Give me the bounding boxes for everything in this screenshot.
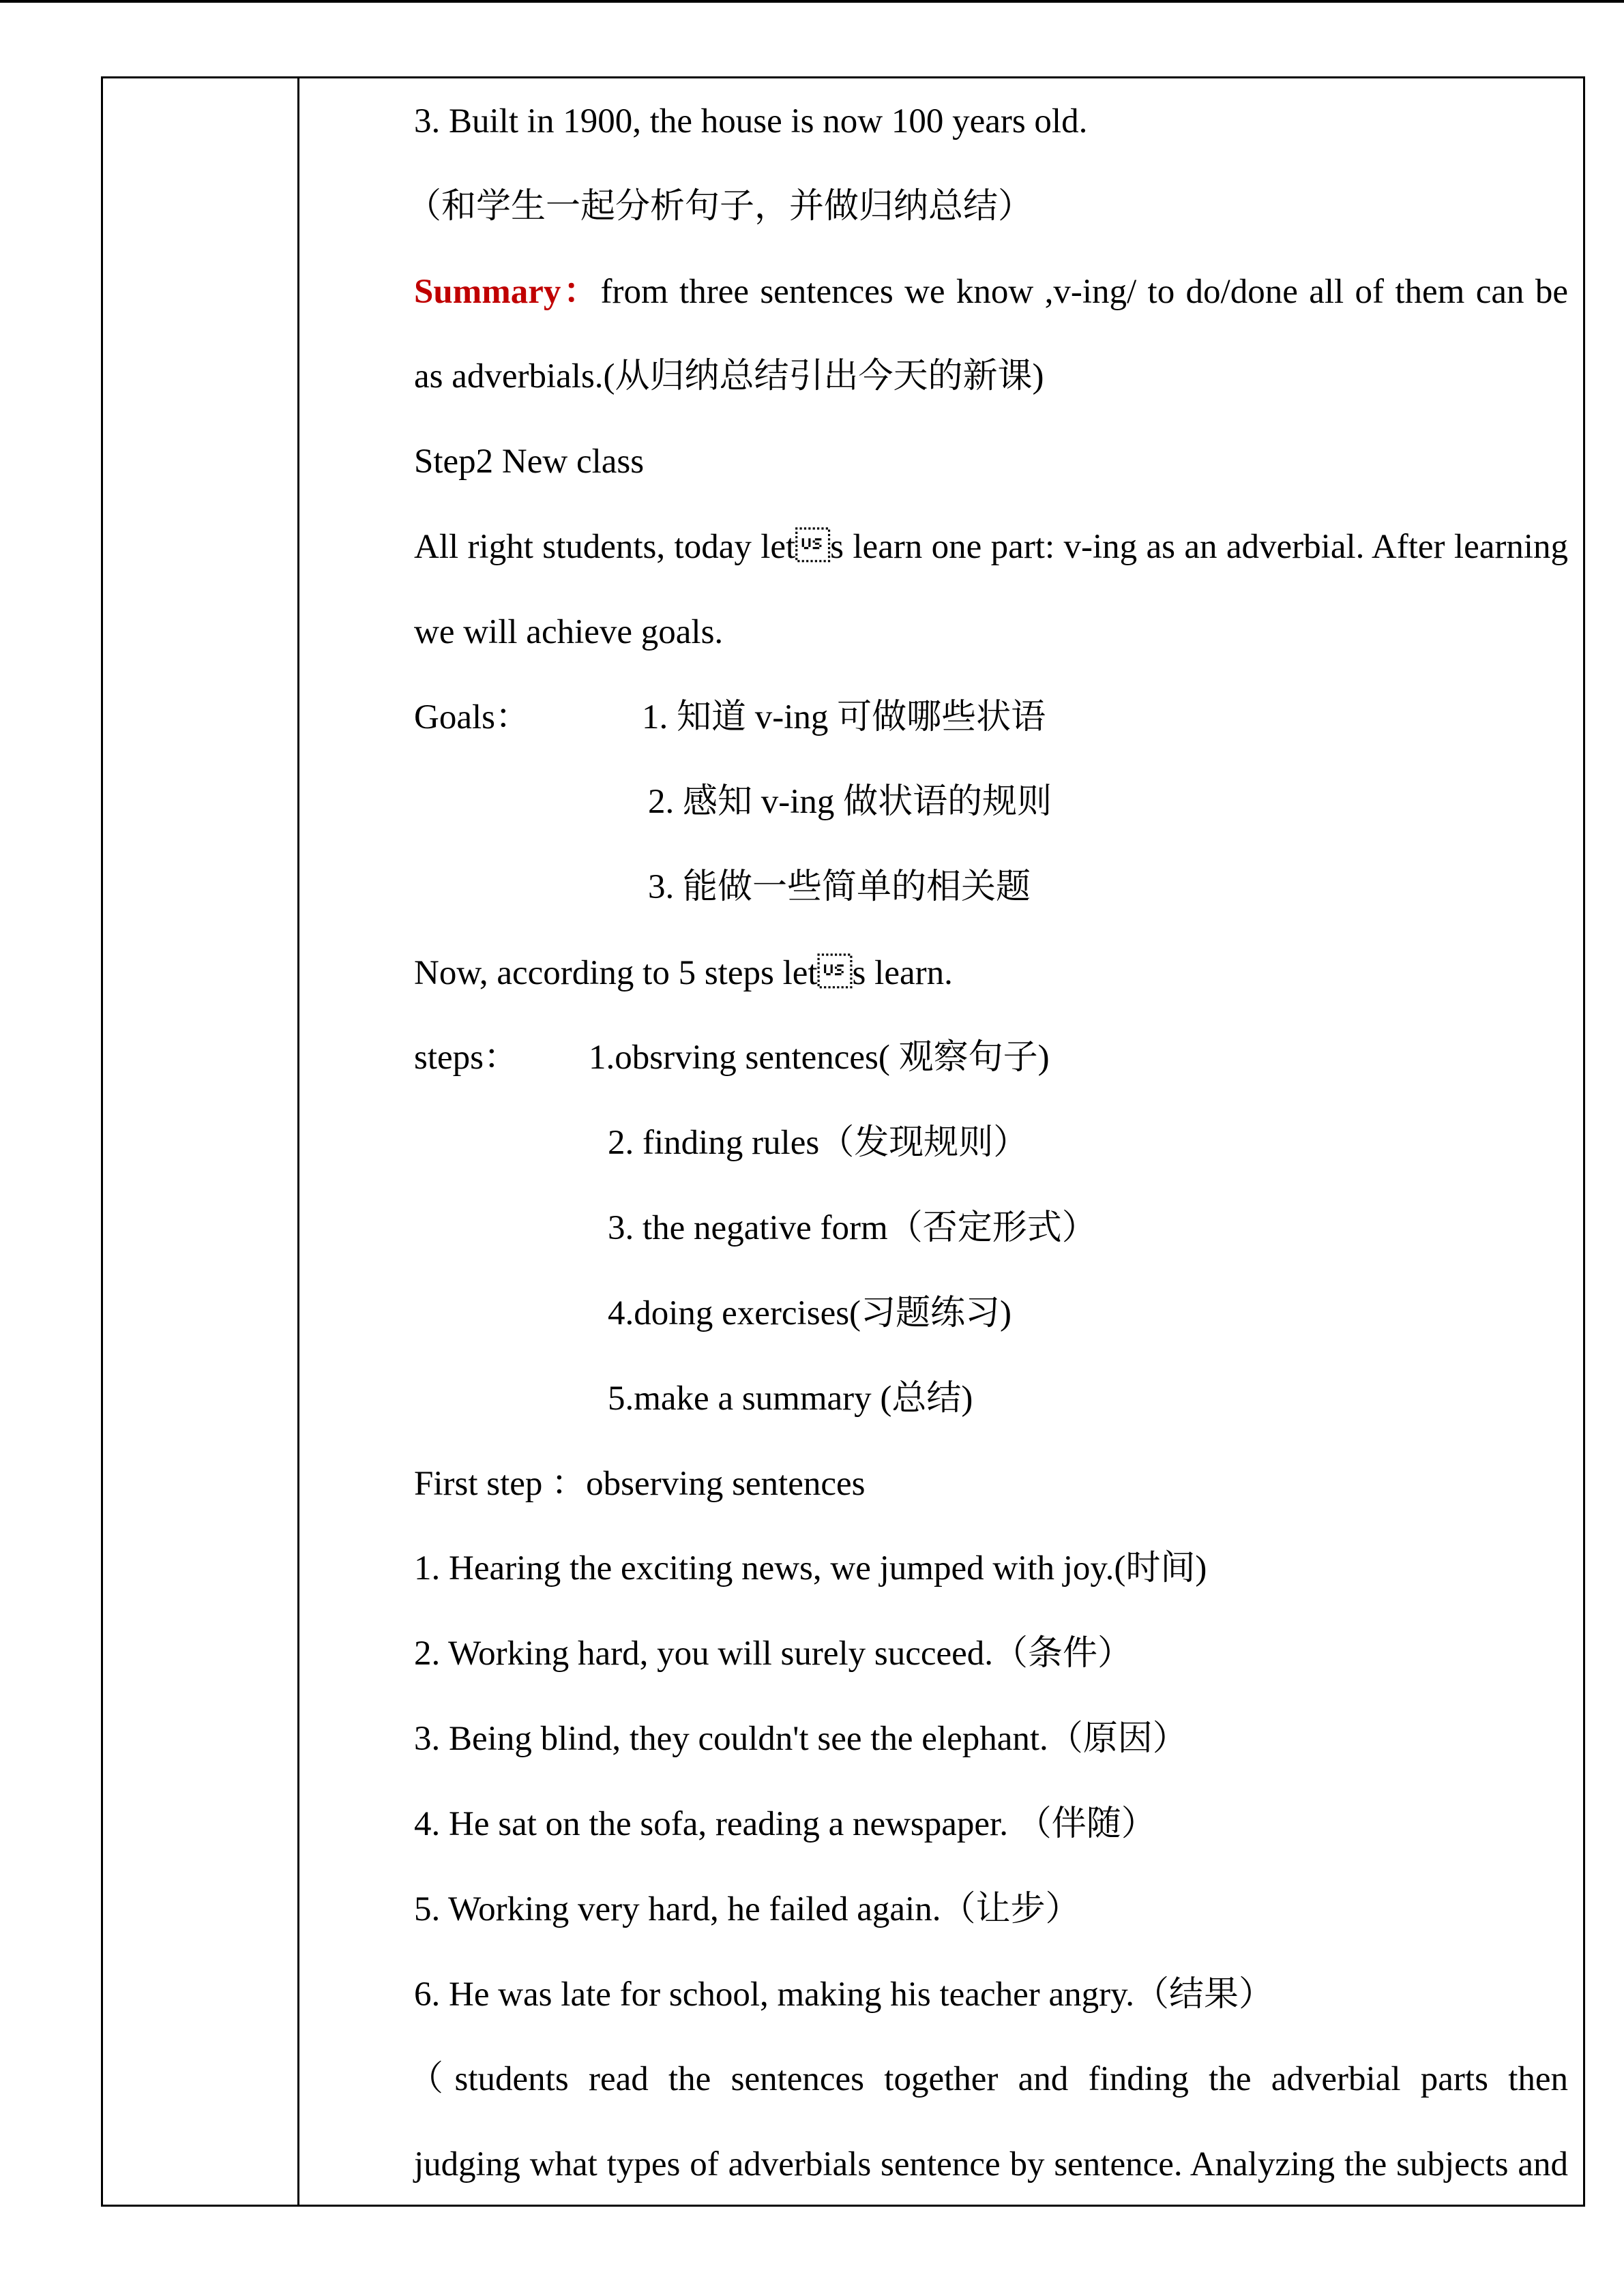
step-item: 5.make a summary (总结)	[608, 1380, 973, 1418]
summary-label: Summary：	[414, 273, 601, 311]
content-cell	[299, 78, 1583, 2205]
page-top-rule	[0, 0, 1624, 3]
goal-item: 3. 能做一些简单的相关题	[648, 868, 1031, 906]
step2-heading: Step2 New class	[414, 443, 645, 481]
steps-label: steps：	[414, 1039, 519, 1077]
summary-text: from three sentences we know ,v-ing/ to do/done all of them can be	[600, 273, 1568, 311]
example-sentence: 5. Working very hard, he failed again.（让步）	[414, 1890, 1080, 1928]
step-item: 2. finding rules（发现规则）	[608, 1124, 1029, 1162]
text-line: judging what types of adverbials sentence by sentence. Analyzing the subjects and	[414, 2145, 1568, 2183]
text-line: Now, according to 5 steps let s learn.	[414, 954, 953, 992]
goal-item: 1. 知道 v-ing 可做哪些状语	[642, 698, 1046, 736]
text-line: as adverbials.(从归纳总结引出今天的新课)	[414, 357, 1044, 396]
text-line: All right students, today let s learn one part: v-ing as an adverbial. After learning	[414, 528, 1568, 566]
goals-label: Goals：	[414, 698, 530, 736]
lesson-table	[101, 76, 1585, 2207]
text-line: we will achieve goals.	[414, 613, 724, 651]
first-step-heading: First step ：observing sentences	[414, 1465, 866, 1503]
text-line: 3. Built in 1900, the house is now 100 years old.	[414, 102, 1088, 140]
example-sentence: 3. Being blind, they couldn't see the elephant.（原因）	[414, 1720, 1187, 1758]
example-sentence: 6. He was late for school, making his teacher angry.（结果）	[414, 1976, 1274, 2014]
summary-line	[299, 271, 1583, 312]
goals-line	[299, 697, 1583, 738]
step-item: 3. the negative form（否定形式）	[608, 1209, 1097, 1247]
left-column-cell	[103, 78, 299, 2205]
example-sentence: 4. He sat on the sofa, reading a newspaper. （伴随）	[414, 1805, 1156, 1843]
step-item: 1.obsrving sentences( 观察句子)	[589, 1039, 1050, 1077]
example-sentence: 2. Working hard, you will surely succeed.（条件）	[414, 1635, 1133, 1673]
example-sentence: 1. Hearing the exciting news, we jumped with joy.(时间)	[414, 1549, 1207, 1587]
goal-item: 2. 感知 v-ing 做状语的规则	[648, 783, 1052, 821]
text-line: （和学生一起分析句子，并做归纳总结）	[407, 188, 1033, 226]
step-item: 4.doing exercises(习题练习)	[608, 1294, 1012, 1332]
steps-line	[299, 1037, 1583, 1078]
text-line: （students read the sentences together and finding the adverbial parts then	[409, 2060, 1568, 2098]
